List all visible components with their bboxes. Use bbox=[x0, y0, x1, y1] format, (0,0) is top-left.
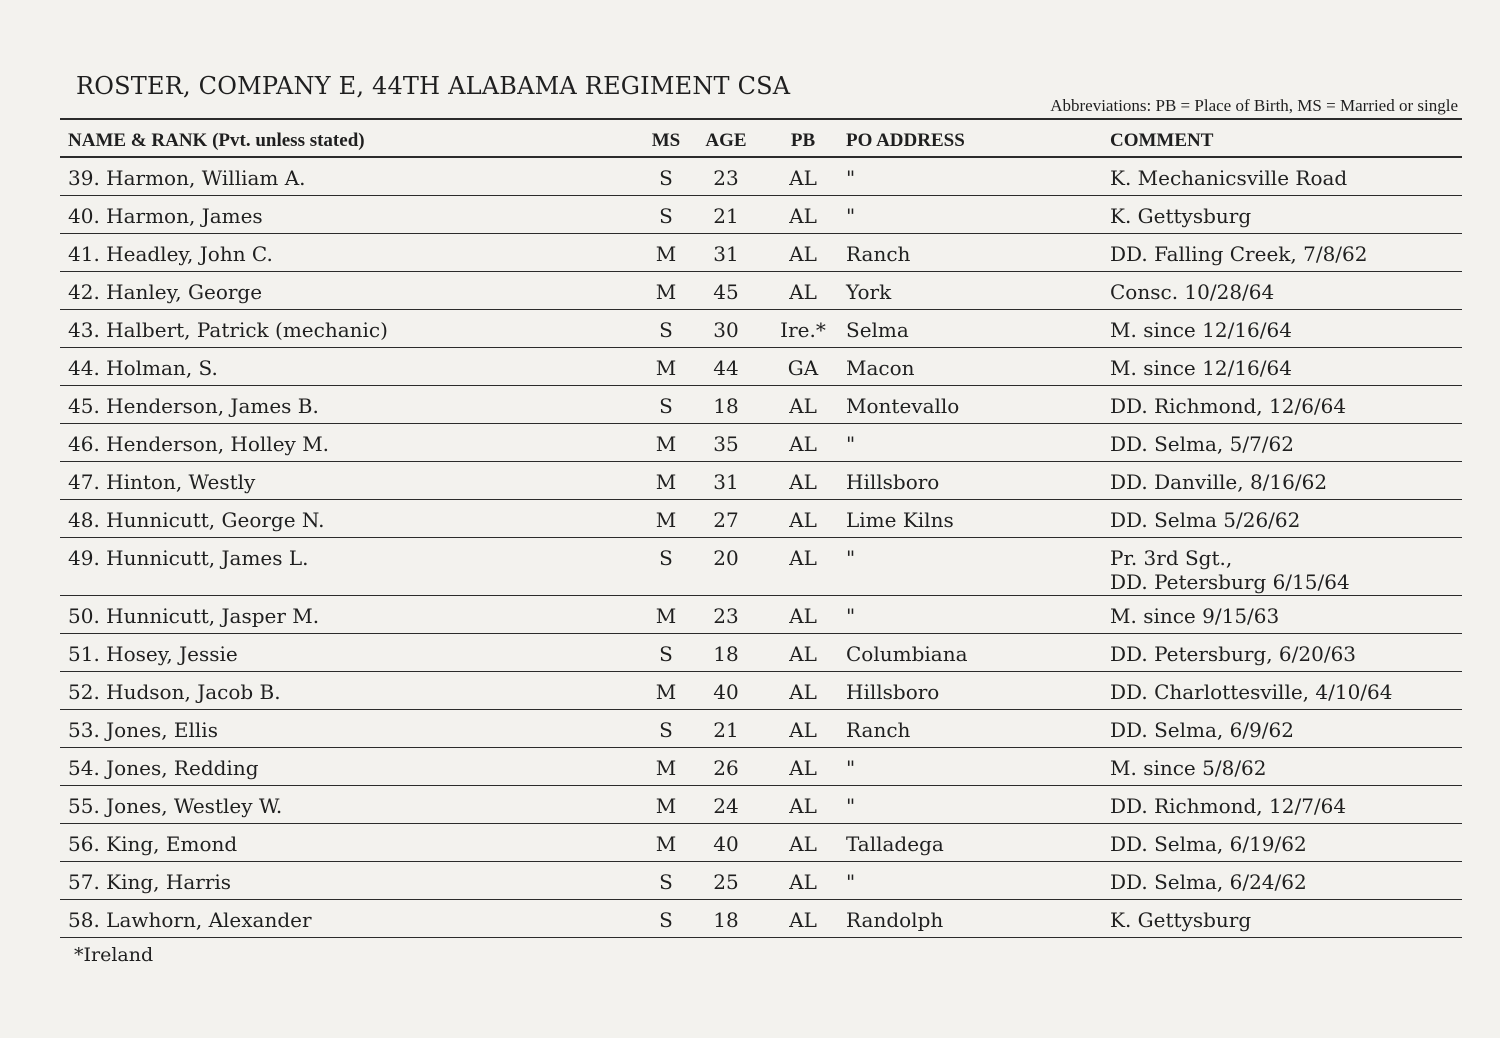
cell-name: 46. Henderson, Holley M. bbox=[68, 432, 330, 456]
cell-pb: AL bbox=[789, 432, 817, 456]
table-row bbox=[60, 348, 1462, 386]
table-header bbox=[60, 118, 1462, 158]
footnote: *Ireland bbox=[74, 944, 154, 966]
cell-po-address: " bbox=[846, 756, 856, 780]
cell-po-address: Randolph bbox=[846, 908, 944, 932]
comment-text: M. since 12/16/64 bbox=[1110, 318, 1292, 342]
comment-text: DD. Falling Creek, 7/8/62 bbox=[1110, 242, 1368, 266]
comment-text: K. Gettysburg bbox=[1110, 204, 1252, 228]
comment-text: M. since 12/16/64 bbox=[1110, 356, 1292, 380]
cell-pb: AL bbox=[789, 394, 817, 418]
cell-age: 27 bbox=[713, 508, 739, 532]
cell-pb: AL bbox=[789, 642, 817, 666]
table-row bbox=[60, 500, 1462, 538]
cell-comment bbox=[1110, 432, 1294, 456]
cell-age: 31 bbox=[713, 242, 739, 266]
cell-pb: AL bbox=[789, 718, 817, 742]
table-row bbox=[60, 596, 1462, 634]
cell-name: 40. Harmon, James bbox=[68, 204, 263, 228]
comment-text: DD. Danville, 8/16/62 bbox=[1110, 470, 1328, 494]
cell-po-address: York bbox=[846, 280, 892, 304]
cell-name: 50. Hunnicutt, Jasper M. bbox=[68, 604, 320, 628]
cell-comment bbox=[1110, 394, 1346, 418]
comment-text: DD. Charlottesville, 4/10/64 bbox=[1110, 680, 1393, 704]
cell-ms: M bbox=[655, 280, 677, 304]
header-name: NAME & RANK (Pvt. unless stated) bbox=[68, 130, 365, 151]
table-row bbox=[60, 462, 1462, 500]
header-comment: COMMENT bbox=[1110, 130, 1214, 151]
cell-age: 35 bbox=[713, 432, 739, 456]
cell-comment bbox=[1110, 242, 1368, 266]
cell-ms: S bbox=[659, 394, 673, 418]
table-row bbox=[60, 634, 1462, 672]
cell-ms: S bbox=[659, 870, 673, 894]
cell-po-address: " bbox=[846, 794, 856, 818]
table-row bbox=[60, 672, 1462, 710]
cell-name: 45. Henderson, James B. bbox=[68, 394, 319, 418]
comment-text: DD. Petersburg, 6/20/63 bbox=[1110, 642, 1357, 666]
table-row bbox=[60, 900, 1462, 938]
cell-name: 53. Jones, Ellis bbox=[68, 718, 218, 742]
cell-age: 26 bbox=[713, 756, 739, 780]
cell-name: 48. Hunnicutt, George N. bbox=[68, 508, 325, 532]
cell-po-address: Columbiana bbox=[846, 642, 968, 666]
cell-po-address: Ranch bbox=[846, 718, 911, 742]
comment-text: M. since 9/15/63 bbox=[1110, 604, 1280, 628]
abbreviations-note: Abbreviations: PB = Place of Birth, MS = Married or single bbox=[1050, 96, 1458, 115]
cell-ms: S bbox=[659, 204, 673, 228]
cell-po-address: " bbox=[846, 166, 856, 190]
cell-age: 45 bbox=[713, 280, 739, 304]
comment-text: DD. Selma, 5/7/62 bbox=[1110, 432, 1294, 456]
cell-pb: AL bbox=[789, 680, 817, 704]
comment-text: DD. Selma, 6/19/62 bbox=[1110, 832, 1307, 856]
cell-ms: S bbox=[659, 546, 673, 570]
cell-age: 40 bbox=[713, 832, 739, 856]
cell-pb: AL bbox=[789, 870, 817, 894]
comment-text: DD. Selma, 6/9/62 bbox=[1110, 718, 1294, 742]
cell-pb: Ire.* bbox=[780, 318, 826, 342]
cell-comment bbox=[1110, 508, 1300, 532]
comment-text: Pr. 3rd Sgt., bbox=[1110, 546, 1233, 570]
header-ms: MS bbox=[651, 130, 681, 151]
cell-comment bbox=[1110, 470, 1327, 494]
cell-pb: AL bbox=[789, 470, 817, 494]
cell-comment bbox=[1110, 280, 1274, 304]
cell-age: 23 bbox=[713, 166, 739, 190]
comment-text-line2: DD. Petersburg 6/15/64 bbox=[1110, 570, 1350, 594]
table-row bbox=[60, 234, 1462, 272]
cell-pb: AL bbox=[789, 166, 817, 190]
cell-comment bbox=[1110, 642, 1356, 666]
comment-text: K. Gettysburg bbox=[1110, 908, 1252, 932]
cell-ms: M bbox=[655, 794, 677, 818]
table-row bbox=[60, 538, 1462, 596]
table-row bbox=[60, 386, 1462, 424]
cell-pb: AL bbox=[789, 756, 817, 780]
table-body bbox=[60, 158, 1462, 938]
cell-po-address: Montevallo bbox=[846, 394, 960, 418]
cell-age: 21 bbox=[713, 204, 739, 228]
cell-name: 43. Halbert, Patrick (mechanic) bbox=[68, 318, 388, 342]
cell-ms: M bbox=[655, 432, 677, 456]
cell-pb: AL bbox=[789, 508, 817, 532]
cell-po-address: Macon bbox=[846, 356, 915, 380]
cell-comment bbox=[1110, 870, 1307, 894]
cell-age: 20 bbox=[713, 546, 739, 570]
cell-po-address: Talladega bbox=[846, 832, 944, 856]
cell-pb: AL bbox=[789, 546, 817, 570]
cell-comment bbox=[1110, 680, 1393, 704]
cell-name: 54. Jones, Redding bbox=[68, 756, 259, 780]
cell-po-address: " bbox=[846, 546, 856, 570]
table-row bbox=[60, 862, 1462, 900]
cell-po-address: " bbox=[846, 604, 856, 628]
table-row bbox=[60, 786, 1462, 824]
header-age: AGE bbox=[705, 130, 747, 151]
cell-ms: S bbox=[659, 908, 673, 932]
table-row bbox=[60, 424, 1462, 462]
cell-ms: M bbox=[655, 832, 677, 856]
table-row bbox=[60, 310, 1462, 348]
cell-po-address: Hillsboro bbox=[846, 680, 940, 704]
cell-pb: AL bbox=[789, 794, 817, 818]
cell-name: 56. King, Emond bbox=[68, 832, 238, 856]
cell-ms: M bbox=[655, 508, 677, 532]
cell-po-address: Lime Kilns bbox=[846, 508, 954, 532]
cell-name: 47. Hinton, Westly bbox=[68, 470, 256, 494]
table-row bbox=[60, 748, 1462, 786]
comment-text: K. Mechanicsville Road bbox=[1110, 166, 1348, 190]
cell-age: 44 bbox=[713, 356, 739, 380]
comment-text: DD. Selma, 6/24/62 bbox=[1110, 870, 1307, 894]
cell-comment bbox=[1110, 318, 1292, 342]
cell-name: 57. King, Harris bbox=[68, 870, 232, 894]
cell-pb: AL bbox=[789, 242, 817, 266]
cell-po-address: Selma bbox=[846, 318, 909, 342]
cell-po-address: " bbox=[846, 204, 856, 228]
cell-name: 49. Hunnicutt, James L. bbox=[68, 546, 309, 570]
cell-age: 18 bbox=[713, 908, 739, 932]
cell-name: 55. Jones, Westley W. bbox=[68, 794, 283, 818]
cell-ms: S bbox=[659, 318, 673, 342]
cell-comment bbox=[1110, 756, 1267, 780]
cell-ms: S bbox=[659, 718, 673, 742]
table-row bbox=[60, 158, 1462, 196]
cell-ms: M bbox=[655, 242, 677, 266]
cell-ms: M bbox=[655, 356, 677, 380]
cell-pb: GA bbox=[787, 356, 819, 380]
cell-ms: M bbox=[655, 680, 677, 704]
cell-age: 31 bbox=[713, 470, 739, 494]
table-row bbox=[60, 824, 1462, 862]
comment-text: DD. Richmond, 12/6/64 bbox=[1110, 394, 1347, 418]
header-pb: PB bbox=[790, 130, 816, 151]
cell-ms: S bbox=[659, 166, 673, 190]
roster-table bbox=[60, 118, 1462, 938]
cell-comment bbox=[1110, 356, 1292, 380]
cell-comment bbox=[1110, 908, 1251, 932]
cell-ms: M bbox=[655, 756, 677, 780]
header-po-address: PO ADDRESS bbox=[846, 130, 965, 151]
cell-name: 39. Harmon, William A. bbox=[68, 166, 306, 190]
cell-pb: AL bbox=[789, 908, 817, 932]
cell-name: 42. Hanley, George bbox=[68, 280, 263, 304]
comment-text: M. since 5/8/62 bbox=[1110, 756, 1267, 780]
cell-name: 58. Lawhorn, Alexander bbox=[68, 908, 312, 932]
table-row bbox=[60, 196, 1462, 234]
cell-name: 44. Holman, S. bbox=[68, 356, 218, 380]
cell-age: 24 bbox=[713, 794, 739, 818]
cell-ms: M bbox=[655, 604, 677, 628]
cell-pb: AL bbox=[789, 280, 817, 304]
cell-ms: S bbox=[659, 642, 673, 666]
cell-age: 30 bbox=[713, 318, 739, 342]
cell-comment bbox=[1110, 204, 1251, 228]
table-row bbox=[60, 272, 1462, 310]
cell-comment bbox=[1110, 166, 1347, 190]
comment-text: DD. Richmond, 12/7/64 bbox=[1110, 794, 1347, 818]
cell-comment bbox=[1110, 832, 1307, 856]
cell-po-address: Ranch bbox=[846, 242, 911, 266]
cell-po-address: Hillsboro bbox=[846, 470, 940, 494]
cell-name: 41. Headley, John C. bbox=[68, 242, 273, 266]
cell-pb: AL bbox=[789, 204, 817, 228]
cell-comment bbox=[1110, 794, 1346, 818]
cell-name: 51. Hosey, Jessie bbox=[68, 642, 238, 666]
page-title: ROSTER, COMPANY E, 44TH ALABAMA REGIMENT CSA bbox=[76, 72, 791, 100]
cell-pb: AL bbox=[789, 604, 817, 628]
cell-age: 21 bbox=[713, 718, 739, 742]
cell-pb: AL bbox=[789, 832, 817, 856]
cell-age: 18 bbox=[713, 394, 739, 418]
cell-ms: M bbox=[655, 470, 677, 494]
comment-text: DD. Selma 5/26/62 bbox=[1110, 508, 1301, 532]
cell-age: 25 bbox=[713, 870, 739, 894]
cell-age: 23 bbox=[713, 604, 739, 628]
cell-age: 40 bbox=[713, 680, 739, 704]
comment-text: Consc. 10/28/64 bbox=[1110, 280, 1275, 304]
cell-comment bbox=[1110, 546, 1350, 594]
cell-age: 18 bbox=[713, 642, 739, 666]
cell-po-address: " bbox=[846, 870, 856, 894]
cell-name: 52. Hudson, Jacob B. bbox=[68, 680, 281, 704]
cell-po-address: " bbox=[846, 432, 856, 456]
table-row bbox=[60, 710, 1462, 748]
cell-comment bbox=[1110, 604, 1279, 628]
cell-comment bbox=[1110, 718, 1294, 742]
